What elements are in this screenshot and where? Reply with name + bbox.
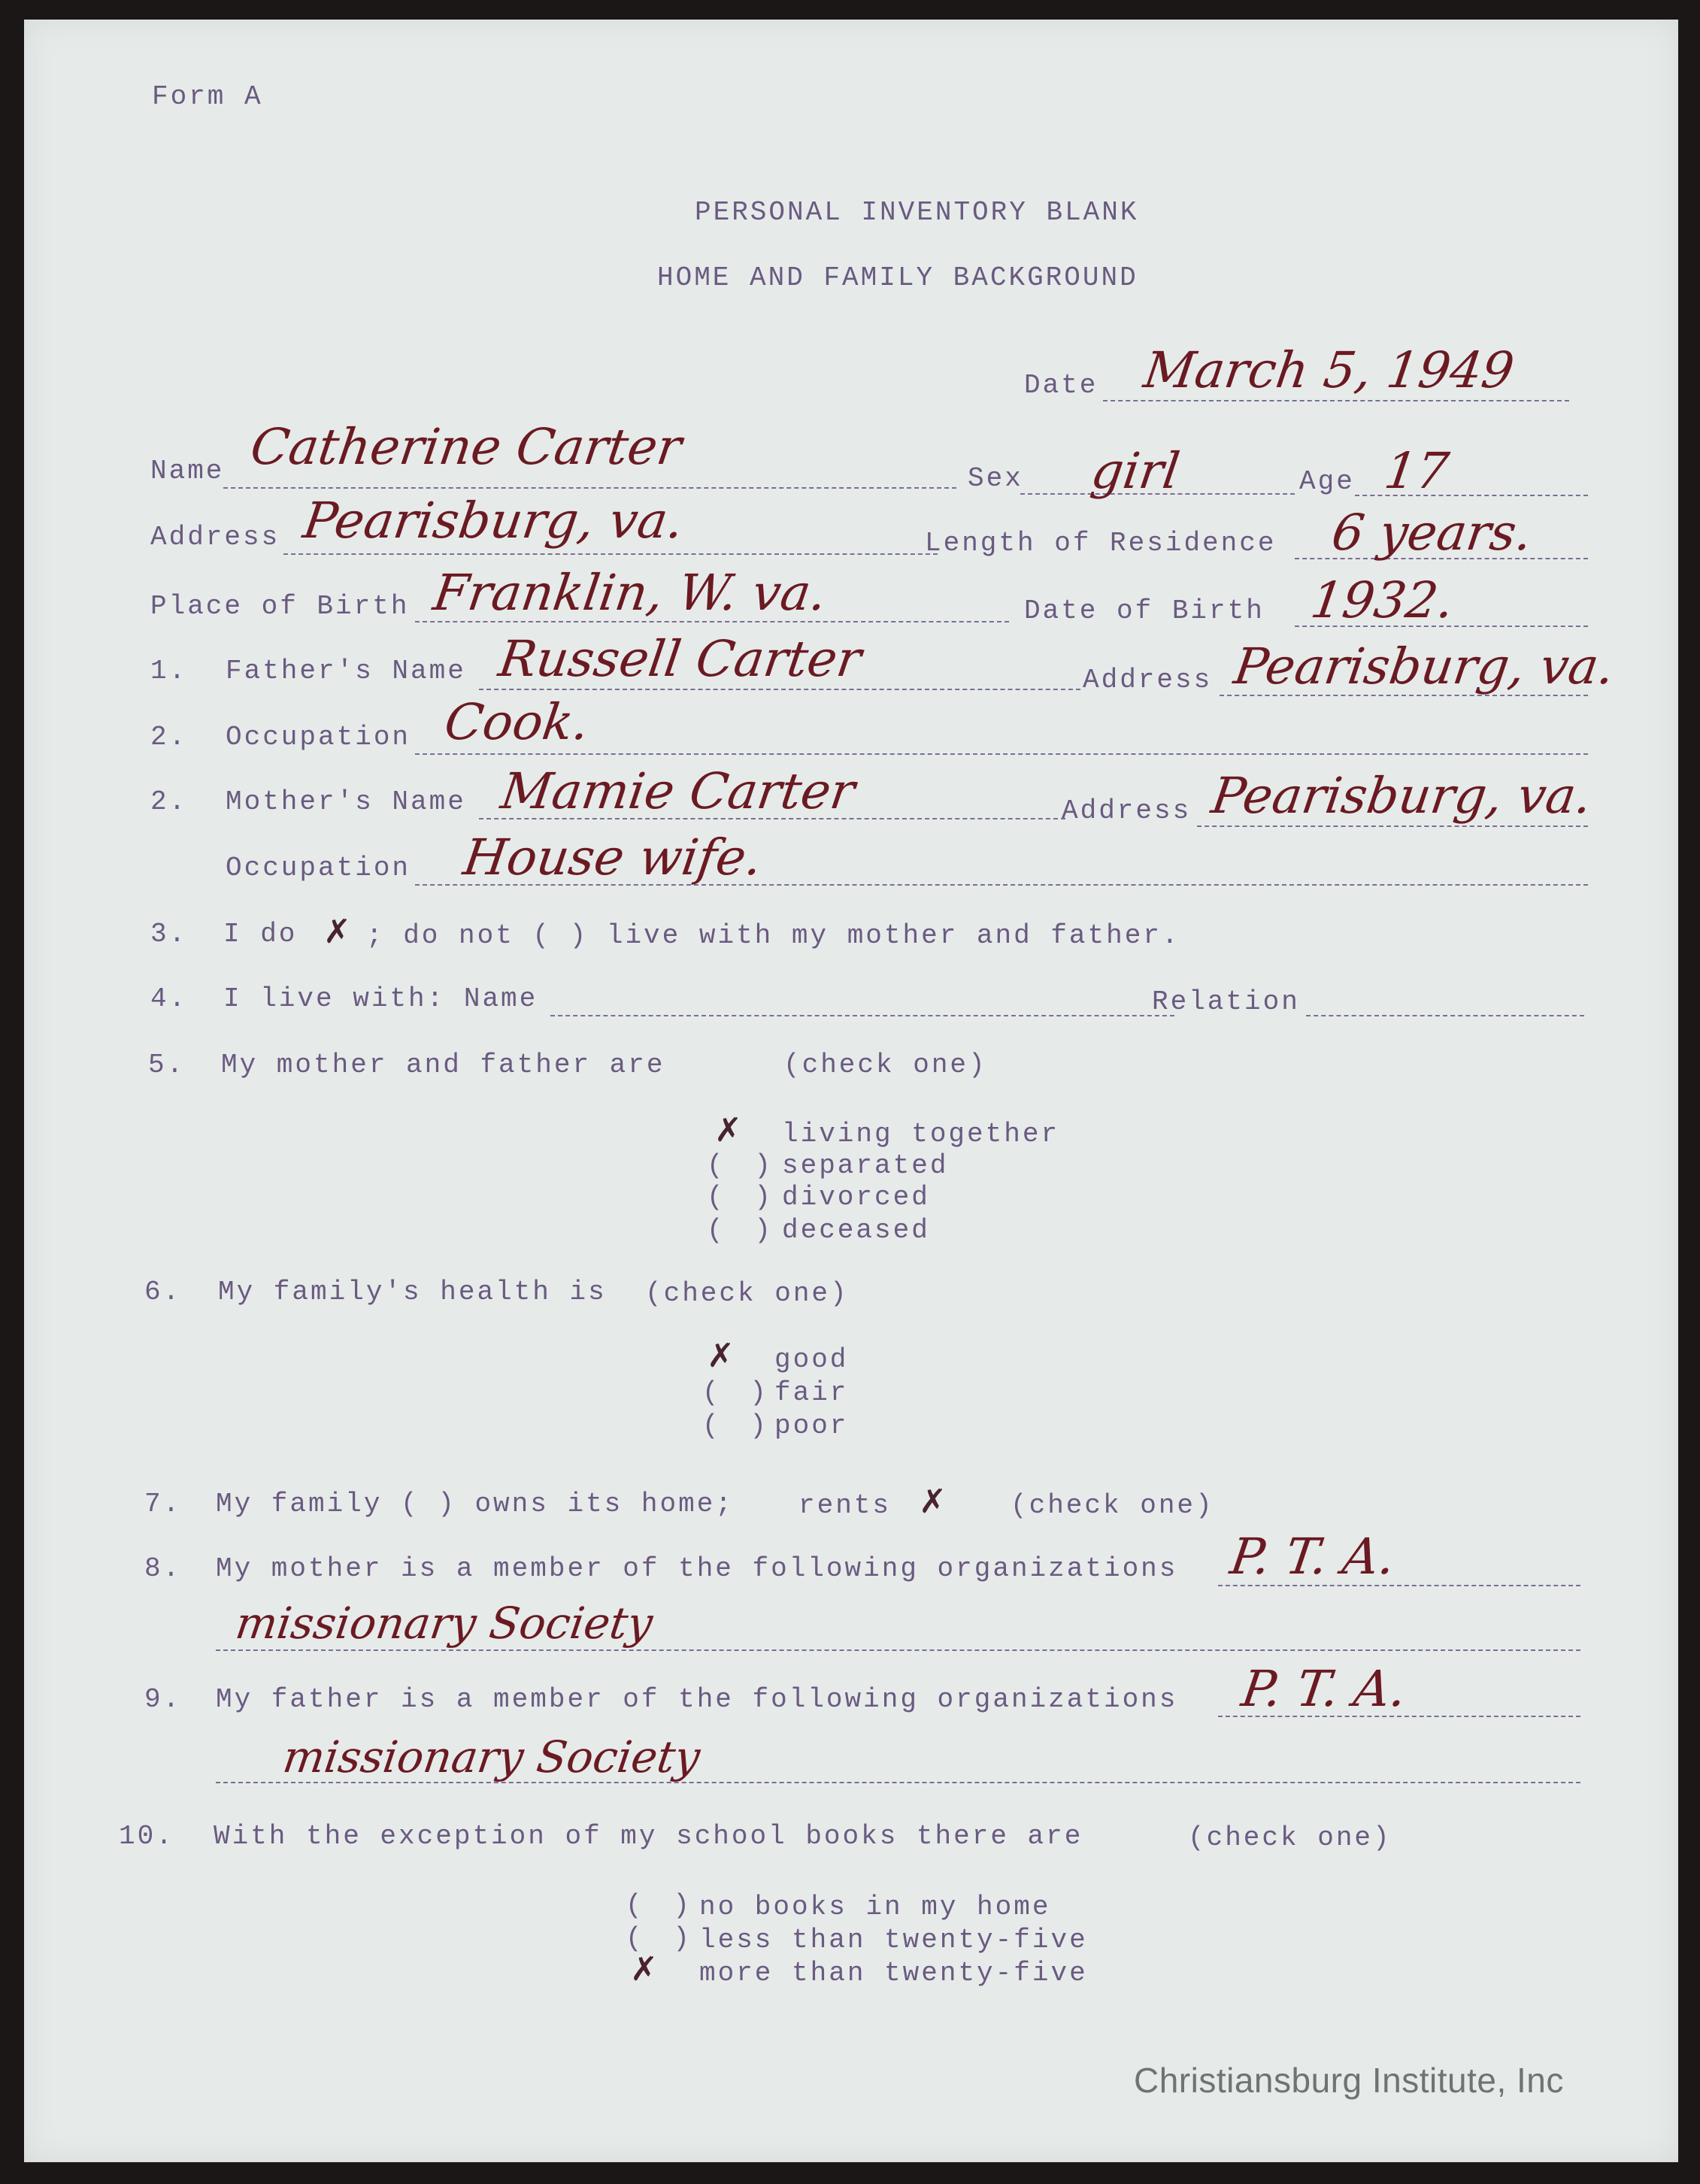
q6-opt1-label: fair <box>774 1377 849 1408</box>
sex-value: girl <box>1087 442 1183 500</box>
form-subtitle: HOME AND FAMILY BACKGROUND <box>657 262 1138 293</box>
q10-opt2-label: more than twenty-five <box>699 1958 1088 1989</box>
q9-value2: missionary Society <box>280 1731 704 1783</box>
address-value: Pearisburg, va. <box>299 492 687 550</box>
q5-opt1-label: separated <box>782 1150 949 1181</box>
q2a-line <box>415 753 1588 755</box>
q6-number: 6. <box>144 1277 182 1307</box>
watermark-text: Christiansburg Institute, Inc <box>1134 2061 1564 2100</box>
q5-hint: (check one) <box>783 1050 987 1080</box>
q5-opt2-label: divorced <box>782 1182 930 1213</box>
q2b-value: Mamie Carter <box>497 762 859 820</box>
q2a-value: Cook. <box>441 693 593 751</box>
name-label: Name <box>150 456 225 486</box>
q1-line <box>479 689 1080 690</box>
q3-text-a: I do <box>223 919 298 950</box>
q2a-number: 2. <box>150 722 188 753</box>
q10-opt1-box: ( ) <box>626 1923 697 1954</box>
q2b-address-value: Pearisburg, va. <box>1208 767 1595 825</box>
q1-address-value: Pearisburg, va. <box>1230 638 1618 695</box>
q10-opt1-label: less than twenty-five <box>699 1925 1088 1955</box>
q5-opt1-box: ( ) <box>707 1150 778 1181</box>
residence-label: Length of Residence <box>925 528 1277 559</box>
q1-label: Father's Name <box>226 656 466 686</box>
form-paper <box>24 20 1678 2162</box>
q7-text-a: My family ( ) owns its home; <box>216 1489 734 1519</box>
q4-label: I live with: Name <box>223 983 538 1014</box>
q6-opt0-checkmark: ✗ <box>707 1337 735 1375</box>
birth-place-value: Franklin, W. va. <box>429 564 831 622</box>
date-label: Date <box>1024 370 1098 401</box>
q3-checkmark: ✗ <box>323 913 351 951</box>
q1-value: Russell Carter <box>495 630 865 688</box>
q4-relation-line <box>1306 1015 1584 1016</box>
date-value: March 5, 1949 <box>1140 341 1518 399</box>
q9-number: 9. <box>144 1684 182 1715</box>
q10-text: With the exception of my school books there are <box>214 1821 1083 1852</box>
q10-opt2-checkmark: ✗ <box>630 1950 658 1989</box>
residence-value: 6 years. <box>1328 504 1536 562</box>
q10-opt0-label: no books in my home <box>699 1892 1051 1922</box>
q6-opt2-box: ( ) <box>702 1410 774 1441</box>
q6-opt0-label: good <box>774 1344 849 1375</box>
q7-checkmark: ✗ <box>919 1483 947 1521</box>
q2b-label: Mother's Name <box>226 786 466 817</box>
q5-opt2-box: ( ) <box>707 1182 778 1213</box>
q6-opt1-box: ( ) <box>702 1377 774 1408</box>
address-label: Address <box>150 522 280 553</box>
q3-text-b: ; do not ( ) live with my mother and father. <box>366 920 1180 951</box>
q5-opt0-label: living together <box>782 1119 1060 1150</box>
address-line <box>283 553 938 555</box>
q9-text: My father is a member of the following organizations <box>216 1684 1178 1715</box>
q1-address-label: Address <box>1083 665 1213 695</box>
q2b-number: 2. <box>150 786 188 817</box>
q6-hint: (check one) <box>645 1278 849 1309</box>
q8-value2: missionary Society <box>232 1598 656 1649</box>
q10-number: 10. <box>119 1821 174 1852</box>
q4-relation-label: Relation <box>1152 986 1300 1017</box>
q5-text: My mother and father are <box>221 1050 665 1080</box>
name-line <box>223 487 956 489</box>
q7-number: 7. <box>144 1489 182 1519</box>
q2b-address-label: Address <box>1062 795 1192 826</box>
age-label: Age <box>1299 466 1355 497</box>
form-label: Form A <box>152 81 263 112</box>
q5-opt3-box: ( ) <box>707 1215 778 1246</box>
birth-place-label: Place of Birth <box>150 591 410 622</box>
q2c-value: House wife. <box>459 828 766 886</box>
q5-opt0-checkmark: ✗ <box>714 1111 742 1150</box>
q7-hint: (check one) <box>1011 1490 1214 1521</box>
q3-number: 3. <box>150 919 188 950</box>
q2c-label: Occupation <box>226 853 411 883</box>
q8-text: My mother is a member of the following organizations <box>216 1553 1178 1584</box>
q5-number: 5. <box>148 1050 186 1080</box>
q8-value1: P. T. A. <box>1226 1528 1399 1586</box>
q4-number: 4. <box>150 983 188 1014</box>
form-title: PERSONAL INVENTORY BLANK <box>695 197 1139 228</box>
q2a-label: Occupation <box>226 722 411 753</box>
age-value: 17 <box>1380 442 1453 500</box>
birth-date-label: Date of Birth <box>1024 595 1265 626</box>
q7-text-b: rents <box>798 1490 892 1521</box>
sex-label: Sex <box>968 463 1023 494</box>
q2b-address-line <box>1197 825 1588 827</box>
q10-opt0-box: ( ) <box>626 1890 697 1921</box>
q8-line2 <box>216 1649 1580 1651</box>
birth-date-value: 1932. <box>1307 571 1458 629</box>
date-line <box>1103 400 1569 401</box>
name-value: Catherine Carter <box>247 418 686 476</box>
q6-opt2-label: poor <box>774 1410 849 1441</box>
q10-hint: (check one) <box>1188 1822 1392 1853</box>
q9-value1: P. T. A. <box>1238 1660 1411 1718</box>
q6-text: My family's health is <box>218 1277 607 1307</box>
q8-number: 8. <box>144 1553 182 1584</box>
q4-name-line <box>550 1015 1174 1016</box>
q1-number: 1. <box>150 656 188 686</box>
q5-opt3-label: deceased <box>782 1215 930 1246</box>
